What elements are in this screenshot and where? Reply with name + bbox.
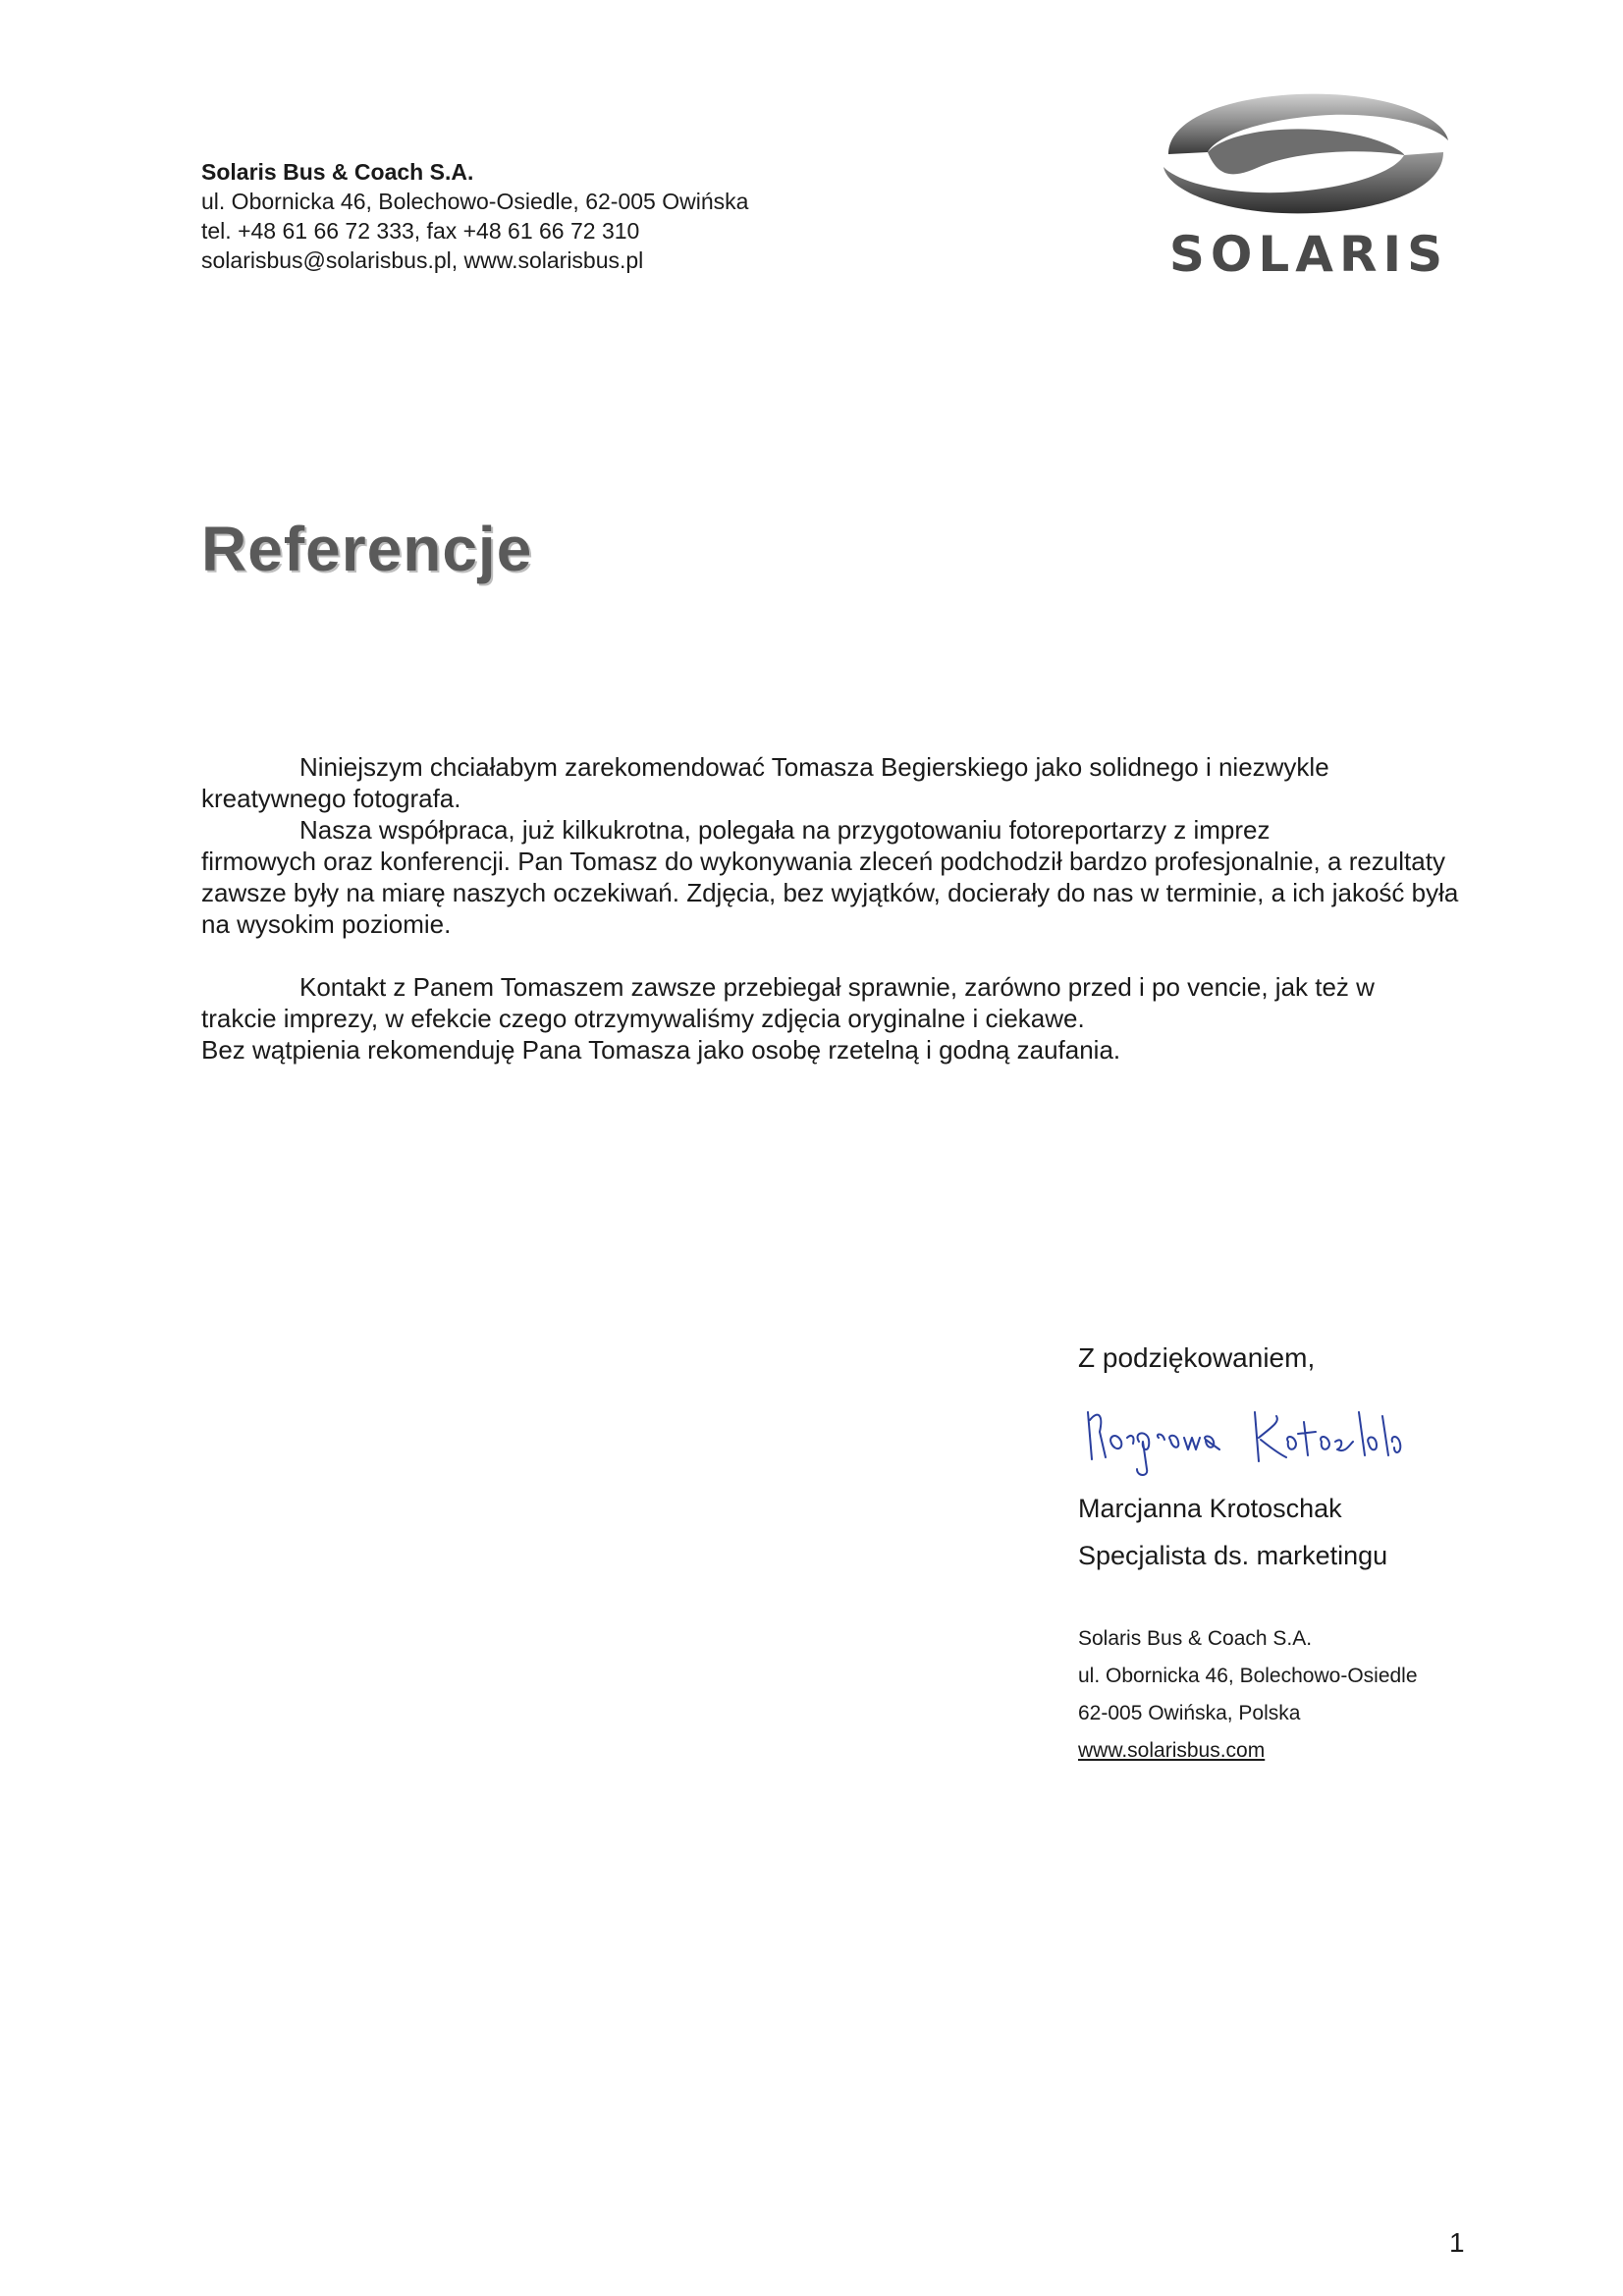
letterhead-web: solarisbus@solarisbus.pl, www.solarisbus.pl [201,247,644,273]
footer-website-link[interactable]: www.solarisbus.com [1078,1739,1266,1762]
footer-city: 62-005 Owińska, Polska [1078,1702,1301,1724]
footer-address [1078,1620,1490,1770]
paragraph-3-line-1: Kontakt z Panem Tomaszem zawsze przebiegał sprawnie, zarówno przed i po vencie, jak też w [299,972,1375,1002]
letterhead-company: Solaris Bus & Coach S.A. [201,159,474,185]
letterhead-phone: tel. +48 61 66 72 333, fax +48 61 66 72 310 [201,218,640,244]
footer-street: ul. Obornicka 46, Bolechowo-Osiedle [1078,1665,1418,1687]
closing [1078,1340,1490,1376]
paragraph-1-line-1: Niniejszym chciałabym zarekomendować Tomasza Begierskiego jako solidnego i niezwykle [299,752,1329,782]
paragraph-1-line-2: kreatywnego fotografa. [201,784,461,813]
letter-body [201,751,1468,1066]
signatory-role: Specjalista ds. marketingu [1078,1541,1388,1570]
paragraph-4: Bez wątpienia rekomenduję Pana Tomasza jako osobę rzetelną i godną zaufania. [201,1035,1121,1065]
signatory [1078,1485,1490,1579]
page-number: 1 [1449,2227,1465,2258]
handwritten-signature [1078,1393,1451,1481]
document-title: Referencje [201,514,533,584]
signatory-name: Marcjanna Krotoschak [1078,1494,1342,1523]
letterhead-address: ul. Obornicka 46, Bolechowo-Osiedle, 62-005 Owińska [201,189,749,214]
letterhead [201,157,889,275]
paragraph-3-rest: trakcie imprezy, w efekcie czego otrzymywaliśmy zdjęcia oryginalne i ciekawe. [201,1004,1085,1033]
paragraph-2-rest: firmowych oraz konferencji. Pan Tomasz do wykonywania zleceń podchodził bardzo profesjonalnie, a rezultaty zawsze były na miarę naszych oczekiwań. Zdjęcia, bez wyjątków, docierały do nas w terminie, a ich jakość była na wysokim poziomie. [201,847,1459,939]
paragraph-2-line-1: Nasza współpraca, już kilkukrotna, polegała na przygotowaniu fotoreportarzy z imprez [299,815,1271,845]
footer-company: Solaris Bus & Coach S.A. [1078,1627,1313,1650]
solaris-s-logo-icon [1149,83,1463,226]
closing-greeting: Z podziękowaniem, [1078,1342,1316,1373]
logo-wordmark: SOLARIS [1168,226,1449,283]
solaris-logo [1149,83,1463,283]
